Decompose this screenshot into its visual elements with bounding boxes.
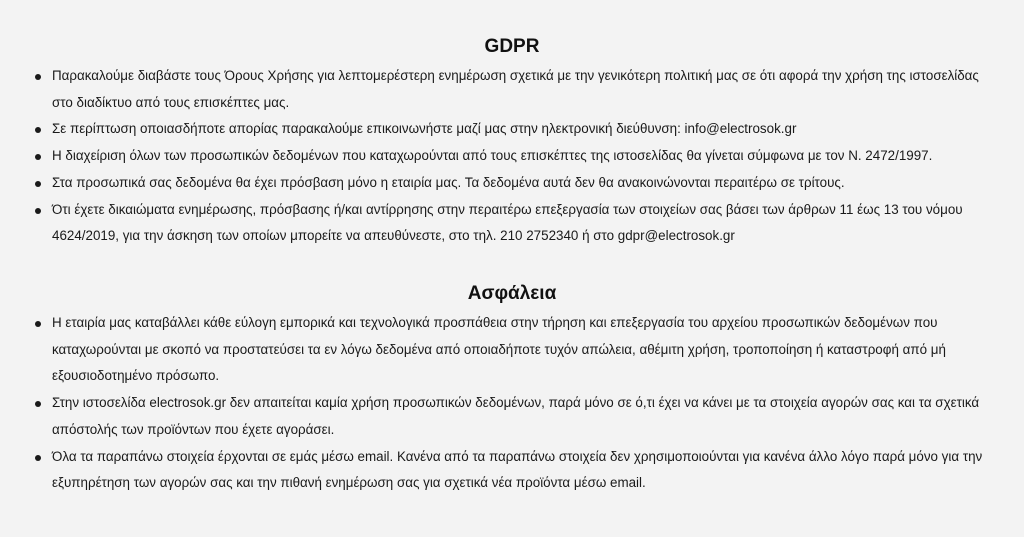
list-item-text: Η εταιρία μας καταβάλλει κάθε εύλογη εμπορικά και τεχνολογικά προσπάθεια στην τήρηση και επεξεργασία του αρχείου προσωπικών δεδομένων που καταχωρούνται με σκοπό να προστατεύσει τα εν λόγω δεδομένα από οποιαδήποτε τυχόν απώλεια, αθέμιτη χρήση, τροποποίηση ή καταστροφή από μή εξουσιοδοτημένο πρόσωπο. (52, 315, 946, 384)
list-item (30, 310, 990, 390)
bullet-icon (35, 181, 41, 187)
list-item-text: Όλα τα παραπάνω στοιχεία έρχονται σε εμάς μέσω email. Κανένα από τα παραπάνω στοιχεία δεν χρησιμοποιούνται για κανένα άλλο λόγο παρά μόνο για την εξυπηρέτηση των αγορών σας και την πιθανή ενημέρωση σας για σχετικά νέα προϊόντα μέσω email. (52, 448, 983, 491)
list-item (30, 197, 990, 250)
list-item (30, 170, 990, 197)
bullet-icon (35, 455, 41, 461)
list-item (30, 143, 990, 170)
list-item-text: Ότι έχετε δικαιώματα ενημέρωσης, πρόσβασης ή/και αντίρρησης στην περαιτέρω επεξεργασία των στοιχείων σας βάσει των άρθρων 11 έως 13 του νόμου 4624/2019, για την άσκηση των οποίων μπορείτε να απευθύνεστε, στο τηλ. 210 2752340 ή στο gdpr@electrosok.gr (52, 201, 963, 244)
list-item-text: Η διαχείριση όλων των προσωπικών δεδομένων που καταχωρούνται από τους επισκέπτες της ιστοσελίδας θα γίνεται σύμφωνα με τον Ν. 2472/1997. (52, 148, 933, 164)
list-item-text: Στα προσωπικά σας δεδομένα θα έχει πρόσβαση μόνο η εταιρία μας. Τα δεδομένα αυτά δεν θα ανακοινώνονται περαιτέρω σε τρίτους. (52, 174, 845, 190)
list-item-text: Σε περίπτωση οποιασδήποτε απορίας παρακαλούμε επικοινωνήστε μαζί μας στην ηλεκτρονική διεύθυνση: info@electrosok.gr (52, 121, 797, 137)
list-item-text: Παρακαλούμε διαβάστε τους Όρους Χρήσης για λεπτομερέστερη ενημέρωση σχετικά με την γενικότερη πολιτική μας σε ότι αφορά την χρήση της ιστοσελίδας στο διαδίκτυο από τους επισκέπτες μας. (52, 68, 979, 110)
bullet-icon (35, 127, 41, 133)
bullet-icon (35, 208, 41, 214)
list-item (30, 390, 990, 443)
list-item (30, 116, 990, 143)
security-list (30, 310, 990, 497)
bullet-icon (35, 401, 41, 407)
gdpr-list (30, 63, 990, 250)
list-item-text: Στην ιστοσελίδα electrosok.gr δεν απαιτείται καμία χρήση προσωπικών δεδομένων, παρά μόνο σε ό,τι έχει να κάνει με τα στοιχεία αγορών σας και τα σχετικά απόστολής των προϊόντων που έχετε αγοράσει. (52, 395, 980, 437)
bullet-icon (35, 74, 41, 80)
security-heading: Ασφάλεια (467, 283, 557, 304)
bullet-icon (35, 154, 41, 160)
gdpr-heading: GDPR (484, 36, 540, 57)
bullet-icon (35, 321, 41, 327)
list-item (30, 444, 990, 497)
list-item (30, 63, 990, 116)
